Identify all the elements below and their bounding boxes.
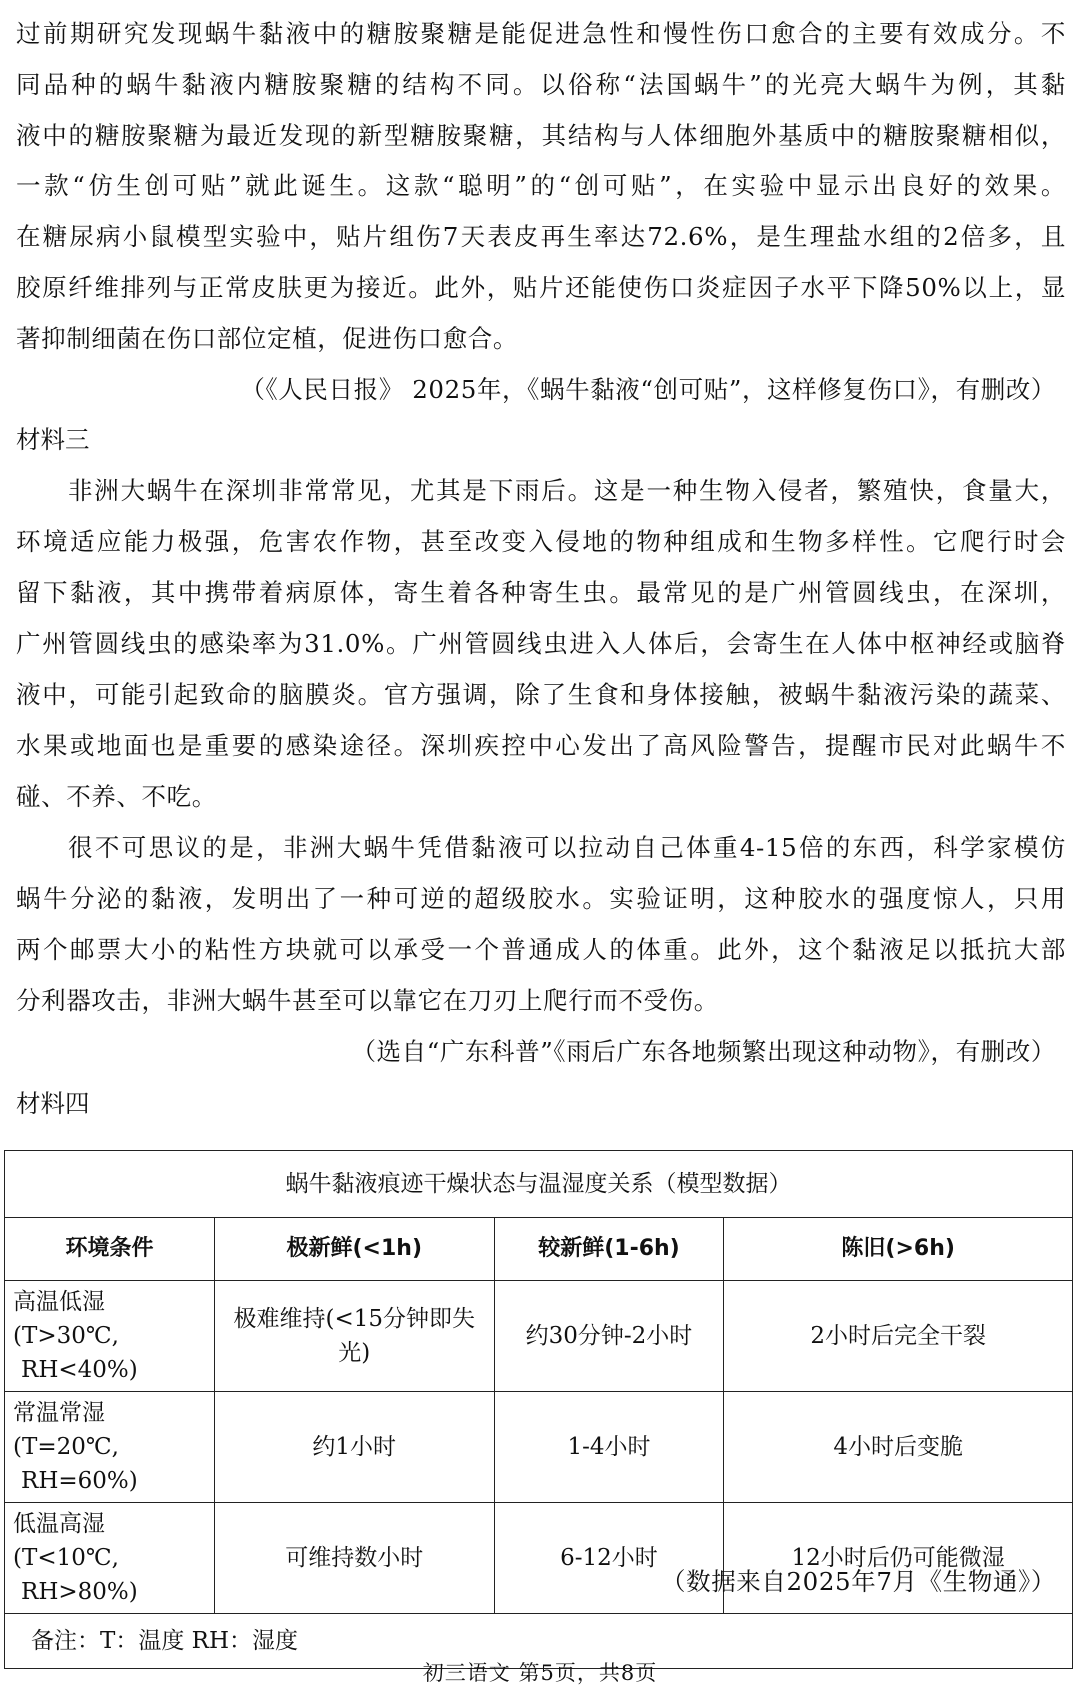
table-cell: 12小时后仍可能微湿 [724, 1503, 1073, 1614]
text-line: 很不可思议的是，非洲大蜗牛凭借黏液可以拉动自己体重4-15倍的东西，科学家模仿 [68, 833, 1066, 862]
text-line: 水果或地面也是重要的感染途径。深圳疾控中心发出了高风险警告，提醒市民对此蜗牛不 [16, 731, 1066, 760]
text-line: 液中的糖胺聚糖为最近发现的新型糖胺聚糖，其结构与人体细胞外基质中的糖胺聚糖相似， [16, 121, 1066, 150]
condition-line: 高温低湿(T>30℃, [13, 1289, 119, 1349]
table-header: 极新鲜(<1h) [214, 1218, 494, 1281]
table-note: 备注：T：温度 RH：湿度 [5, 1614, 1073, 1669]
table-row [5, 1392, 1073, 1503]
table-caption: 蜗牛黏液痕迹干燥状态与温湿度关系（模型数据） [5, 1151, 1073, 1218]
condition-line: RH<40%) [21, 1357, 138, 1383]
text-line: 碰、不养、不吃。 [16, 782, 217, 811]
text-line: 两个邮票大小的粘性方块就可以承受一个普通成人的体重。此外，这个黏液足以抵抗大部 [16, 935, 1066, 964]
text-line: 非洲大蜗牛在深圳非常常见，尤其是下雨后。这是一种生物入侵者，繁殖快，食量大， [68, 476, 1066, 505]
text-line: 著抑制细菌在伤口部位定植，促进伤口愈合。 [16, 324, 518, 353]
page-footer: 初三语文 第5页，共8页 [422, 1661, 658, 1685]
table-cell: 1-4小时 [494, 1392, 724, 1503]
table-cell: 约30分钟-2小时 [494, 1281, 724, 1392]
table-header: 环境条件 [5, 1218, 215, 1281]
material-4-label: 材料四 [16, 1089, 90, 1118]
condition-line: RH=60%) [21, 1468, 138, 1494]
condition-line: 常温常湿(T=20℃, [13, 1400, 119, 1460]
text-line: 分利器攻击，非洲大蜗牛甚至可以靠它在刀刃上爬行而不受伤。 [16, 986, 719, 1015]
text-line: 过前期研究发现蜗牛黏液中的糖胺聚糖是能促进急性和慢性伤口愈合的主要有效成分。不 [16, 19, 1066, 48]
table-header: 较新鲜(1-6h) [494, 1218, 724, 1281]
table-cell: 2小时后完全干裂 [724, 1281, 1073, 1392]
table-cell: 约1小时 [214, 1392, 494, 1503]
source-citation: （《人民日报》 2025年，《蜗牛黏液“创可贴”，这样修复伤口》，有删改） [240, 375, 1056, 404]
condition-line: RH>80%) [21, 1579, 138, 1605]
text-line: 蜗牛分泌的黏液，发明出了一种可逆的超级胶水。实验证明，这种胶水的强度惊人，只用 [16, 884, 1066, 913]
text-line: 液中，可能引起致命的脑膜炎。官方强调，除了生食和身体接触，被蜗牛黏液污染的蔬菜、 [16, 680, 1066, 709]
table-cell-condition [5, 1281, 215, 1392]
condition-line: 低温高湿(T<10℃, [13, 1511, 119, 1571]
source-citation: （数据来自2025年7月《生物通》） [661, 1567, 1056, 1596]
table-cell-condition [5, 1392, 215, 1503]
text-line: 同品种的蜗牛黏液内糖胺聚糖的结构不同。以俗称“法国蜗牛”的光亮大蜗牛为例，其黏 [16, 70, 1066, 99]
source-citation: （选自“广东科普”《雨后广东各地频繁出现这种动物》，有删改） [351, 1037, 1056, 1066]
text-line: 广州管圆线虫的感染率为31.0%。广州管圆线虫进入人体后，会寄生在人体中枢神经或脑脊 [16, 629, 1066, 658]
material-3-label: 材料三 [16, 425, 90, 454]
table-cell: 极难维持(<15分钟即失光) [214, 1281, 494, 1392]
text-line: 胶原纤维排列与正常皮肤更为接近。此外，贴片还能使伤口炎症因子水平下降50%以上，显 [16, 273, 1066, 302]
text-line: 留下黏液，其中携带着病原体，寄生着各种寄生虫。最常见的是广州管圆线虫，在深圳， [16, 578, 1066, 607]
table-header: 陈旧(>6h) [724, 1218, 1073, 1281]
text-line: 一款“仿生创可贴”就此诞生。这款“聪明”的“创可贴”，在实验中显示出良好的效果。 [16, 171, 1066, 200]
table-cell: 6-12小时 [494, 1503, 724, 1614]
table-row [5, 1281, 1073, 1392]
table-cell: 可维持数小时 [214, 1503, 494, 1614]
text-line: 在糖尿病小鼠模型实验中，贴片组伤7天表皮再生率达72.6%，是生理盐水组的2倍多，且 [16, 222, 1066, 251]
table-cell: 4小时后变脆 [724, 1392, 1073, 1503]
text-line: 环境适应能力极强，危害农作物，甚至改变入侵地的物种组成和生物多样性。它爬行时会 [16, 527, 1066, 556]
